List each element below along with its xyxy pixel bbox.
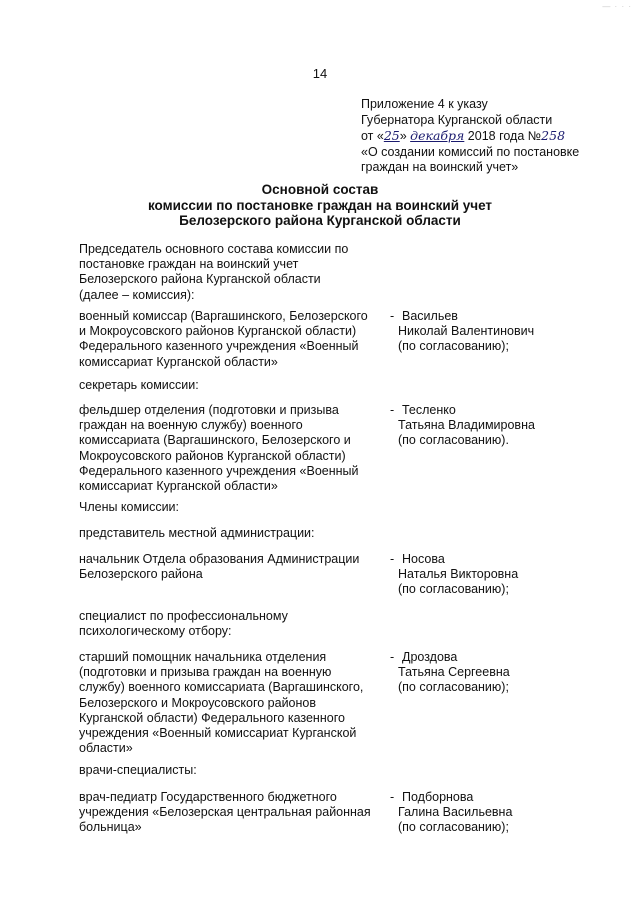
secretary-position: фельдшер отделения (подготовки и призыва граждан на военную службу) военного комиссариата (Варгашинского, Белозерского и Мокроусовского районов Курганской области) Федерального казенного учреждения «Военный комиссариат Курганской области» [79,403,359,494]
dash: - [390,403,395,417]
doctor-entry [390,790,630,836]
psych-note: (по согласованию); [398,680,509,695]
handwritten-number: 258 [541,128,566,143]
admin-rep-entry [390,552,630,598]
dash: - [390,790,395,804]
title-line-3: Белозерского района Курганской области [179,213,461,228]
appendix-line-1: Приложение 4 к указу [361,97,488,111]
admin-rep-note: (по согласованию); [398,582,509,597]
admin-rep-label: представитель местной администрации: [79,526,315,540]
doctors-label: врачи-специалисты: [79,763,197,777]
appendix-header [361,97,631,176]
dash: - [390,309,395,323]
doctor-name: Галина Васильевна [398,805,513,820]
dash: - [390,650,395,664]
admin-rep-position: начальник Отдела образования Администрации Белозерского района [79,552,360,582]
appendix-line-5: граждан на воинский учет» [361,160,519,174]
document-title [0,182,640,229]
page-number: 14 [312,66,328,81]
doctor-position: врач-педиатр Государственного бюджетного учреждения «Белозерская центральная районная больница» [79,790,371,835]
admin-rep-surname: Носова [402,552,445,566]
doctor-note: (по согласованию); [398,820,509,835]
dash: - [390,552,395,566]
chairman-name: Николай Валентинович [398,324,535,339]
chairman-note: (по согласованию); [398,339,509,354]
secretary-surname: Тесленко [402,403,456,417]
doctor-surname: Подборнова [402,790,474,804]
secretary-entry [390,403,630,449]
appendix-line-2: Губернатора Курганской области [361,112,553,127]
date-prefix: от « [361,129,384,143]
secretary-name: Татьяна Владимировна [398,418,535,433]
year-part: 2018 года № [464,129,542,143]
chairman-entry [390,309,630,355]
corner-marks: — · · · [602,2,632,11]
psych-surname: Дроздова [402,650,458,664]
handwritten-day: 25 [383,128,400,143]
psych-label: специалист по профессиональному психологическому отбору: [79,609,288,639]
secretary-label: секретарь комиссии: [79,378,199,392]
date-mid: » [399,129,411,143]
appendix-line-4: «О создании комиссий по постановке [361,144,580,159]
handwritten-month: декабря [410,128,465,143]
appendix-line-3 [361,128,631,145]
psych-name: Татьяна Сергеевна [398,665,510,680]
psych-position: старший помощник начальника отделения (подготовки и призыва граждан на военную службу) военного комиссариата (Варгашинского, Белозерского и Мокроусовского районов Курганской области) Федерального казенного учреждения «Военный комиссариат Курганской области» [79,650,364,756]
title-line-1: Основной состав [261,182,379,197]
secretary-note: (по согласованию). [398,433,509,448]
title-line-2: комиссии по постановке граждан на воинский учет [147,197,493,213]
admin-rep-name: Наталья Викторовна [398,567,519,582]
chairman-position: военный комиссар (Варгашинского, Белозерского и Мокроусовского районов Курганской области) Федерального казенного учреждения «Военный комиссариат Курганской области» [79,309,368,369]
chairman-label: Председатель основного состава комиссии по постановке граждан на воинский учет Белозерского района Курганской области (далее – комиссия): [79,242,349,302]
psych-entry [390,650,630,696]
chairman-surname: Васильев [402,309,458,323]
members-label: Члены комиссии: [79,500,180,514]
